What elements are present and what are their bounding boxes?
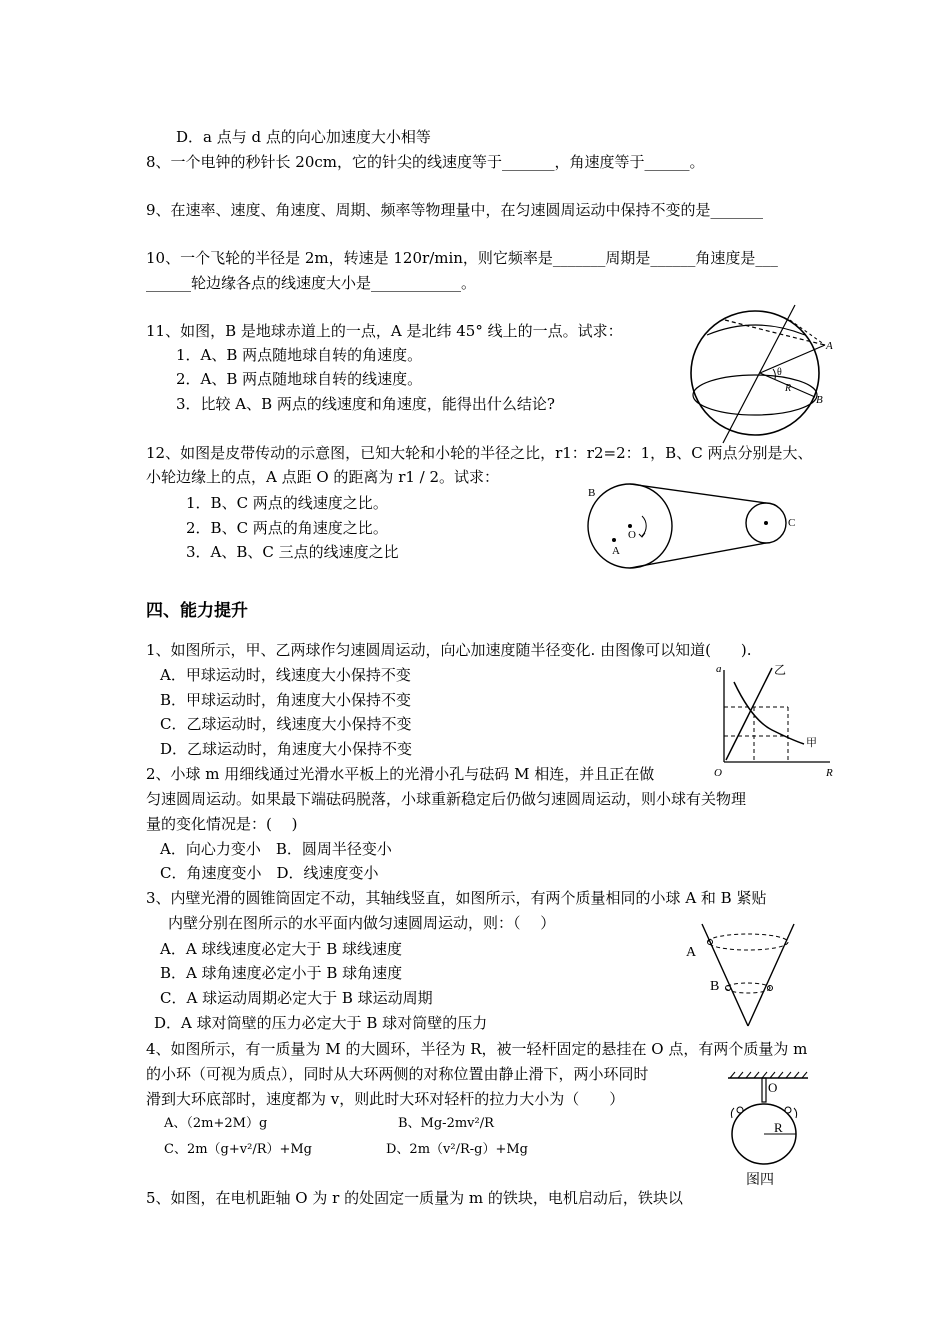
earth-figure (685, 295, 835, 445)
p2-line3: 量的变化情况是：( ) (146, 815, 298, 833)
p3-line1: 3、内壁光滑的圆锥筒固定不动，其轴线竖直，如图所示，有两个质量相同的小球 A 和 B 紧贴 (146, 889, 767, 907)
p1-option-d: D．乙球运动时，角速度大小保持不变 (160, 740, 413, 758)
belt-label-o: O (628, 529, 636, 541)
p1-option-b: B．甲球运动时，角速度大小保持不变 (160, 691, 412, 709)
p4-line1: 4、如图所示，有一质量为 M 的大圆环，半径为 R，被一轻杆固定的悬挂在 O 点，有两个质量为 m (146, 1040, 808, 1058)
q10-line2: ______轮边缘各点的线速度大小是____________。 (146, 274, 477, 292)
q10-line1: 10、一个飞轮的半径是 2m，转速是 120r/min，则它频率是_______周期是______角速度是___ (146, 249, 778, 267)
p3-line2: 内壁分别在图所示的水平面内做匀速圆周运动，则：（ ） (168, 914, 556, 932)
graph-label-r: R (826, 767, 833, 779)
p2-options-ab: A．向心力变小 B．圆周半径变小 (160, 840, 392, 858)
p1-option-a: A．甲球运动时，线速度大小保持不变 (160, 666, 411, 684)
ring-figure (718, 1068, 818, 1188)
p2-line2: 匀速圆周运动。如果最下端砝码脱落，小球重新稳定后仍做匀速圆周运动，则小球有关物理 (146, 790, 747, 808)
p4-line3: 滑到大环底部时，速度都为 v，则此时大环对轻杆的拉力大小为（ ） (146, 1090, 625, 1108)
q12-line2: 小轮边缘上的点，A 点距 O 的距离为 r1 / 2。试求： (146, 468, 500, 486)
q12-item-2: 2．B、C 两点的角速度之比。 (186, 519, 388, 537)
p2-line1: 2、小球 m 用细线通过光滑水平板上的光滑小孔与砝码 M 相连，并且正在做 (146, 765, 655, 783)
earth-label-a: A (826, 340, 833, 352)
p4-line2: 的小环（可视为质点），同时从大环两侧的对称位置由静止滑下，两小环同时 (146, 1065, 649, 1083)
belt-label-b: B (588, 487, 596, 499)
graph-label-jia: 甲 (806, 737, 817, 749)
p1-stem: 1、如图所示，甲、乙两球作匀速圆周运动，向心加速度随半径变化. 由图像可以知道( ). (146, 641, 752, 659)
belt-drive-figure (580, 478, 800, 578)
earth-label-r: R (785, 383, 792, 394)
ring-label-r: R (774, 1120, 783, 1135)
ring-label-o: O (768, 1080, 778, 1095)
q12-item-1: 1．B、C 两点的线速度之比。 (186, 494, 388, 512)
q8-text: 8、一个电钟的秒针长 20cm，它的针尖的线速度等于_______，角速度等于______。 (146, 153, 705, 171)
cone-label-a: A (686, 945, 697, 960)
p4-option-b: B、Mg-2mv²/R (398, 1116, 494, 1131)
q12-item-3: 3．A、B、C 三点的线速度之比 (186, 543, 399, 561)
q11-item-3: 3．比较 A、B 两点的线速度和角速度，能得出什么结论? (176, 395, 555, 413)
belt-label-c: C (788, 517, 796, 529)
earth-label-b: B (816, 394, 823, 406)
q7-option-d: D．a 点与 d 点的向心加速度大小相等 (176, 128, 431, 146)
graph-label-yi: 乙 (774, 663, 787, 677)
q12-line1: 12、如图是皮带传动的示意图，已知大轮和小轮的半径之比，r1：r2=2：1，B、C 两点分别是大、 (146, 444, 813, 462)
p4-option-c: C、2m（g+v²/R）+Mg (164, 1142, 313, 1157)
p4-option-d: D、2m（v²/R-g）+Mg (386, 1142, 528, 1157)
p5-line1: 5、如图，在电机距轴 O 为 r 的处固定一质量为 m 的铁块，电机启动后，铁块以 (146, 1189, 683, 1207)
p3-option-a: A．A 球线速度必定大于 B 球线速度 (160, 940, 402, 958)
belt-label-a: A (612, 545, 620, 557)
p2-options-cd: C．角速度变小 D．线速度变小 (160, 864, 379, 882)
ring-caption: 图四 (746, 1173, 774, 1188)
cone-figure (682, 918, 812, 1030)
p3-option-c: C．A 球运动周期必定大于 B 球运动周期 (160, 989, 433, 1007)
p1-option-c: C．乙球运动时，线速度大小保持不变 (160, 715, 412, 733)
acceleration-radius-graph (712, 660, 842, 778)
p3-option-d: D．A 球对筒壁的压力必定大于 B 球对筒壁的压力 (154, 1014, 488, 1032)
q11-item-1: 1．A、B 两点随地球自转的角速度。 (176, 346, 423, 364)
section-heading: 四、能力提升 (146, 601, 248, 621)
p3-option-b: B．A 球角速度必定小于 B 球角速度 (160, 964, 403, 982)
graph-label-a: a (716, 663, 722, 675)
q11-item-2: 2．A、B 两点随地球自转的线速度。 (176, 370, 423, 388)
earth-label-theta: θ (777, 367, 782, 378)
cone-label-b: B (710, 979, 720, 994)
p4-option-a: A、（2m+2M）g (164, 1116, 268, 1131)
q11-stem: 11、如图，B 是地球赤道上的一点，A 是北纬 45° 线上的一点。试求： (146, 322, 623, 340)
q9-text: 9、在速率、速度、角速度、周期、频率等物理量中，在匀速圆周运动中保持不变的是_______ (146, 201, 764, 219)
graph-label-o: O (714, 767, 722, 779)
